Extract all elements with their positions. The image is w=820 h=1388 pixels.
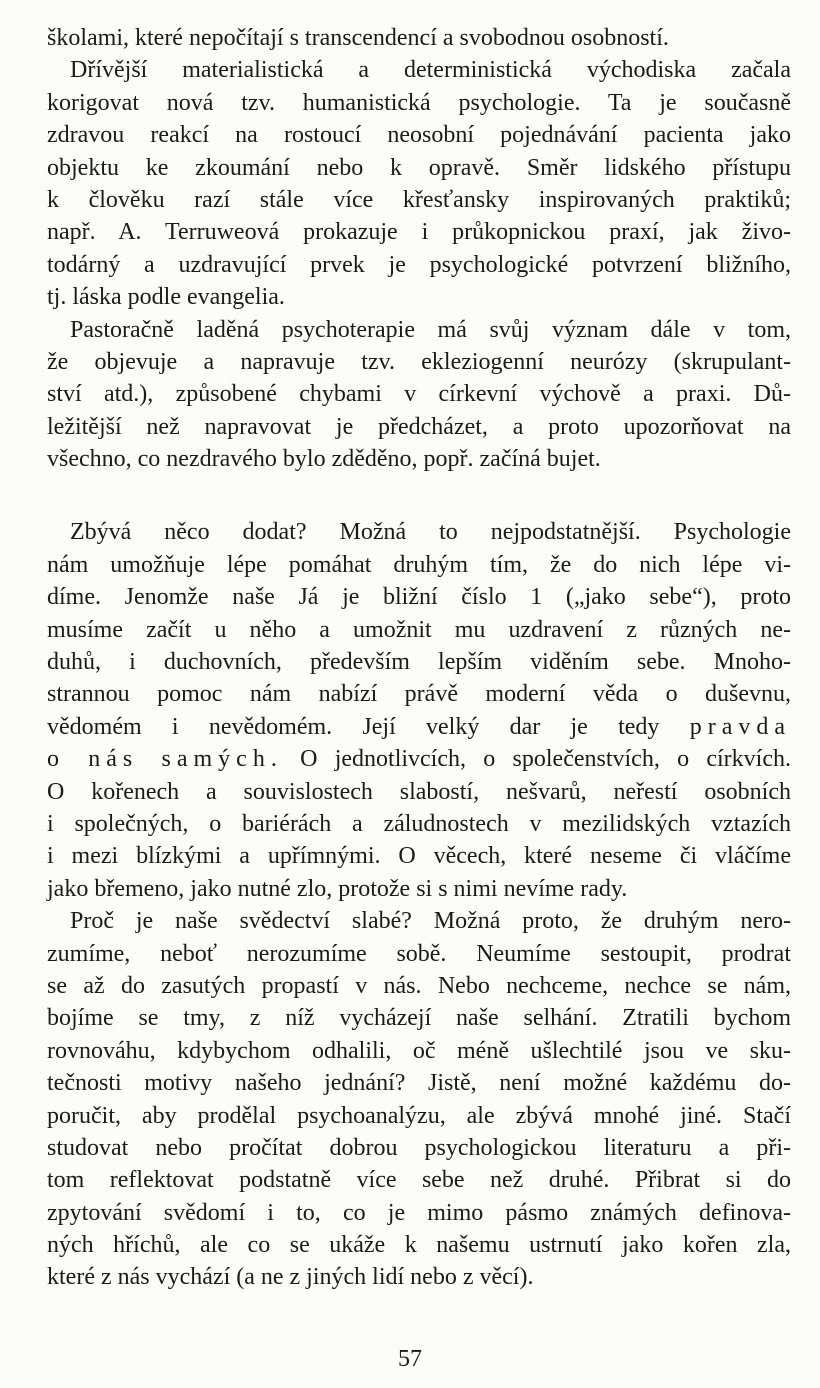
- text-line: Zbývá něco dodat? Možná to nejpodstatnější. Psychologie: [70, 519, 791, 546]
- text-line: díme. Jenomže naše Já je bližní číslo 1 („jako sebe“), proto: [47, 584, 791, 611]
- text-line: zpytování svědomí i to, co je mimo pásmo známých definova-: [47, 1199, 791, 1226]
- text-line: školami, které nepočítají s transcendencí a svobodnou osobností.: [47, 25, 669, 51]
- text-line: tom reflektovat podstatně více sebe než druhé. Přibrat si do: [47, 1167, 791, 1194]
- text-line: ležitější než napravovat je předcházet, a proto upozorňovat na: [47, 413, 791, 440]
- text-line-with-emphasis: [47, 743, 791, 775]
- text-line: ství atd.), způsobené chybami v církevní výchově a praxi. Dů-: [47, 381, 791, 408]
- spaced-emphasis: o nás samých.: [47, 746, 283, 773]
- text-line: todárný a uzdravující prvek je psychologické potvrzení bližního,: [47, 251, 791, 278]
- text-line: tj. láska podle evangelia.: [47, 284, 285, 311]
- text-line: musíme začít u něho a umožnit mu uzdravení z různých ne-: [47, 616, 791, 643]
- text-segment: O jednotlivcích, o společenstvích, o církvích.: [282, 746, 791, 773]
- text-line: Proč je naše svědectví slabé? Možná proto, že druhým nero-: [70, 908, 791, 935]
- text-line: nám umožňuje lépe pomáhat druhým tím, že do nich lépe vi-: [47, 551, 791, 578]
- text-line: tečnosti motivy našeho jednání? Jistě, není možné každému do-: [47, 1070, 791, 1097]
- section-break: [47, 475, 791, 516]
- text-line: ných hříchů, ale co se ukáže k našemu ustrnutí jako kořen zla,: [47, 1232, 791, 1259]
- text-line: poručit, aby prodělal psychoanalýzu, ale zbývá mnohé jiné. Stačí: [47, 1102, 791, 1129]
- book-page-text: [47, 22, 791, 1294]
- text-line: všechno, co nezdravého bylo zděděno, popř. začíná bujet.: [47, 446, 601, 473]
- text-line: Dřívější materialistická a deterministická východiska začala: [70, 57, 791, 84]
- text-segment: vědomém i nevědomém. Její velký dar je tedy: [47, 713, 690, 740]
- text-line: rovnováhu, kdybychom odhalili, oč méně ušlechtilé jsou ve sku-: [47, 1037, 791, 1064]
- text-line: zumíme, neboť nerozumíme sobě. Neumíme sestoupit, prodrat: [47, 940, 791, 967]
- text-line: korigovat nová tzv. humanistická psychologie. Ta je současně: [47, 89, 791, 116]
- paragraph: [47, 54, 791, 313]
- text-line: studovat nebo pročítat dobrou psychologickou literaturu a při-: [47, 1134, 791, 1161]
- text-line: se až do zasutých propastí v nás. Nebo nechceme, nechce se nám,: [47, 972, 791, 999]
- text-line: i mezi blízkými a upřímnými. O věcech, které neseme či vláčíme: [47, 843, 791, 870]
- text-line: zdravou reakcí na rostoucí neosobní pojednávání pacienta jako: [47, 122, 791, 149]
- text-line: např. A. Terruweová prokazuje i průkopnickou praxí, jak živo-: [47, 219, 791, 246]
- text-line: strannou pomoc nám nabízí právě moderní věda o duševnu,: [47, 681, 791, 708]
- text-line: které z nás vychází (a ne z jiných lidí nebo z věcí).: [47, 1264, 534, 1291]
- text-line: objektu ke zkoumání nebo k opravě. Směr lidského přístupu: [47, 154, 791, 181]
- text-line: k člověku razí stále více křesťansky inspirovaných praktiků;: [47, 186, 791, 213]
- text-line: jako břemeno, jako nutné zlo, protože si s nimi nevíme rady.: [47, 875, 628, 902]
- paragraph: [47, 905, 791, 1294]
- text-line: bojíme se tmy, z níž vycházejí naše selhání. Ztratili bychom: [47, 1005, 791, 1032]
- page-number: 57: [398, 1346, 422, 1372]
- text-line: duhů, i duchovních, především lepším viděním sebe. Mnoho-: [47, 649, 791, 676]
- spaced-emphasis: pravda: [689, 713, 791, 740]
- paragraph: [47, 516, 791, 905]
- text-line: O kořenech a souvislostech slabostí, nešvarů, neřestí osobních: [47, 778, 791, 805]
- paragraph: [47, 22, 791, 54]
- paragraph: [47, 314, 791, 476]
- text-line: že objevuje a napravuje tzv. ekleziogenní neurózy (skrupulant-: [47, 348, 791, 375]
- text-line-with-emphasis: [47, 711, 791, 743]
- text-line: i společných, o bariérách a záludnostech v mezilidských vztazích: [47, 810, 791, 837]
- text-line: Pastoračně laděná psychoterapie má svůj význam dále v tom,: [70, 316, 791, 343]
